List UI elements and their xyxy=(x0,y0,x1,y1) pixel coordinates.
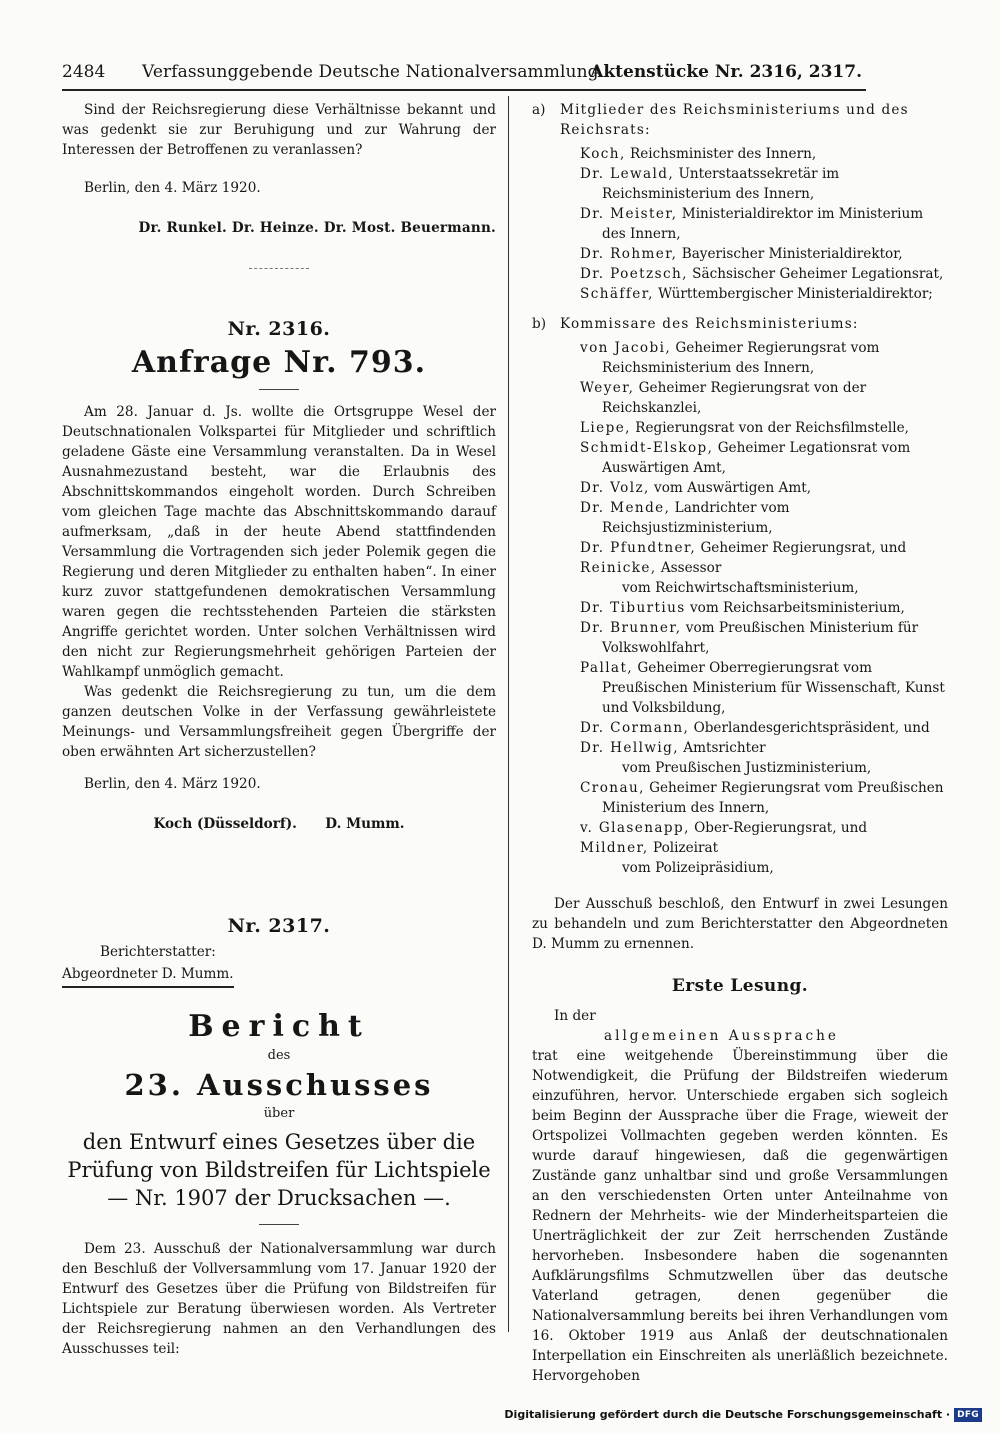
separator xyxy=(249,268,309,269)
member-role: Geheimer Regierungsrat vom Reichsministerium des Innern, xyxy=(602,340,880,376)
member-name: Mildner, xyxy=(580,840,649,856)
draft-title: den Entwurf eines Gesetzes über die Prüfung von Bildstreifen für Lichtspiele — Nr. 1907 der Drucksachen —. xyxy=(67,1130,491,1210)
list-item xyxy=(580,558,948,578)
member-name: Dr. Hellwig, xyxy=(580,740,679,756)
member-name: Dr. Cormann, xyxy=(580,720,690,736)
list-item xyxy=(580,618,948,658)
section-heading: Erste Lesung. xyxy=(671,976,809,996)
list-item xyxy=(580,498,948,538)
report-ueber: über xyxy=(263,1106,295,1121)
ministry-line: vom Reichwirtschaftsministerium, xyxy=(622,580,859,596)
member-role: Bayerischer Ministerialdirektor, xyxy=(677,246,903,262)
group-b-title: Kommissare des Reichsministeriums: xyxy=(560,316,859,332)
list-item xyxy=(580,538,948,558)
right-column xyxy=(532,100,948,1386)
ministry-line: vom Preußischen Justizministerium, xyxy=(622,760,872,776)
member-role: vom Auswärtigen Amt, xyxy=(649,480,812,496)
reporter-label: Berichterstatter: xyxy=(100,944,216,960)
place-date: Berlin, den 4. März 1920. xyxy=(84,776,261,792)
group-a-title: Mitglieder des Reichsministeriums und des Reichsrats: xyxy=(560,102,909,138)
list-item xyxy=(580,718,948,738)
list-item xyxy=(580,338,948,378)
member-role: Assessor xyxy=(656,560,722,576)
list-item xyxy=(580,778,948,818)
member-name: Koch, xyxy=(580,146,626,162)
intro-paragraph: Sind der Reichsregierung diese Verhältnisse bekannt und was gedenkt sie zur Beruhigung und zur Wahrung der Interessen der Betroffenen zu veranlassen? xyxy=(62,102,496,158)
list-item xyxy=(580,838,948,858)
member-name: Pallat, xyxy=(580,660,634,676)
signatories: Dr. Runkel. Dr. Heinze. Dr. Most. Beuermann. xyxy=(138,220,496,236)
report-title: Bericht xyxy=(188,1009,370,1044)
member-name: Dr. Brunner, xyxy=(580,620,682,636)
document-number: Nr. 2317. xyxy=(227,915,331,937)
list-item xyxy=(580,658,948,718)
member-role: Württembergischer Ministerialdirektor; xyxy=(653,286,933,302)
decision-paragraph: Der Ausschuß beschloß, den Entwurf in zwei Lesungen zu behandeln und zum Berichterstatter den Abgeordneten D. Mumm zu ernennen. xyxy=(532,896,948,952)
member-name: Schmidt-Elskop, xyxy=(580,440,714,456)
member-name: Dr. Poetzsch, xyxy=(580,266,688,282)
member-name: Dr. Volz, xyxy=(580,480,650,496)
member-name: Dr. Pfundtner, xyxy=(580,540,697,556)
page-number: 2484 xyxy=(62,62,106,82)
list-item xyxy=(580,818,948,838)
in-der: In der xyxy=(554,1008,596,1024)
member-name: Liepe, xyxy=(580,420,631,436)
signatories: Koch (Düsseldorf). D. Mumm. xyxy=(153,816,405,832)
member-name: v. Glasenapp, xyxy=(580,820,690,836)
group-b-header xyxy=(532,314,948,334)
member-role: Ministerialdirektor im Ministerium des Innern, xyxy=(602,206,924,242)
place-date: Berlin, den 4. März 1920. xyxy=(84,180,261,196)
left-column xyxy=(62,100,496,1359)
group-a-list xyxy=(532,144,948,304)
member-name: Reinicke, xyxy=(580,560,657,576)
page-header xyxy=(62,58,862,90)
member-role: Geheimer Oberregierungsrat vom Preußischen Ministerium für Wissenschaft, Kunst und Volksbildung, xyxy=(602,660,945,716)
member-role: Geheimer Regierungsrat von der Reichskanzlei, xyxy=(602,380,867,416)
list-item xyxy=(580,144,948,164)
report-des: des xyxy=(267,1048,291,1063)
document-number: Nr. 2316. xyxy=(227,318,331,340)
digitization-credit xyxy=(504,1406,982,1424)
member-role: Unterstaatssekretär im Reichsministerium des Innern, xyxy=(602,166,840,202)
group-b-list xyxy=(532,338,948,878)
list-item xyxy=(580,478,948,498)
group-b-label: b) xyxy=(532,316,547,332)
member-role: Oberlandesgerichtspräsident, und xyxy=(689,720,930,736)
member-name: Dr. Mende, xyxy=(580,500,671,516)
member-role: Regierungsrat von der Reichsfilmstelle, xyxy=(630,420,909,436)
title-rule xyxy=(259,1224,299,1225)
member-role: Landrichter vom Reichsjustizministerium, xyxy=(602,500,790,536)
member-name: Cronau, xyxy=(580,780,645,796)
title-rule xyxy=(259,389,299,390)
member-name: Dr. Rohmer, xyxy=(580,246,678,262)
list-item xyxy=(580,598,948,618)
list-item xyxy=(580,264,948,284)
list-item xyxy=(580,418,948,438)
ministry-line: vom Polizeipräsidium, xyxy=(622,860,774,876)
member-name: Dr. Lewald, xyxy=(580,166,675,182)
list-item xyxy=(580,244,948,264)
member-role: Geheimer Regierungsrat, und xyxy=(696,540,907,556)
member-role: vom Preußischen Ministerium für Volkswohlfahrt, xyxy=(602,620,919,656)
reporter-name: Abgeordneter D. Mumm. xyxy=(62,964,234,988)
group-a-label: a) xyxy=(532,102,546,118)
member-name: von Jacobi, xyxy=(580,340,672,356)
list-item xyxy=(580,378,948,418)
member-role: Sächsischer Geheimer Legationsrat, xyxy=(687,266,944,282)
credit-text: Digitalisierung gefördert durch die Deutsche Forschungsgemeinschaft · xyxy=(504,1408,951,1421)
header-rule xyxy=(62,89,866,91)
member-role: Amtsrichter xyxy=(678,740,766,756)
report-paragraph: Dem 23. Ausschuß der Nationalversammlung war durch den Beschluß der Vollversammlung vom 17. Januar 1920 der Entwurf des Gesetzes über die Prüfung von Bildstreifen für Lichtspiele zur Beratung überwiesen worden. Als Vertreter der Reichsregierung nahmen an den Verhandlungen des Ausschusses teil: xyxy=(62,1241,496,1357)
member-role: Geheimer Legationsrat vom Auswärtigen Amt, xyxy=(602,440,911,476)
group-a-header xyxy=(532,100,948,140)
dfg-logo: DFG xyxy=(954,1408,982,1422)
list-item xyxy=(580,284,948,304)
list-item xyxy=(580,164,948,204)
member-role: Reichsminister des Innern, xyxy=(625,146,817,162)
discussion-heading: allgemeinen Aussprache xyxy=(604,1028,839,1044)
member-name: Schäffer, xyxy=(580,286,654,302)
member-role: Geheimer Regierungsrat vom Preußischen Ministerium des Innern, xyxy=(602,780,944,816)
member-name: Weyer, xyxy=(580,380,635,396)
member-name: Dr. Meister, xyxy=(580,206,678,222)
member-name: Dr. Tiburtius xyxy=(580,600,686,616)
inquiry-title: Anfrage Nr. 793. xyxy=(131,345,427,380)
column-divider xyxy=(508,96,509,1332)
committee-title: 23. Ausschusses xyxy=(124,1068,434,1102)
list-item xyxy=(580,738,948,758)
member-role: vom Reichsarbeitsministerium, xyxy=(685,600,905,616)
inquiry-question: Was gedenkt die Reichsregierung zu tun, um die dem ganzen deutschen Volke in der Verfassung gewährleistete Meinungs- und Versammlungsfreiheit gegen Übergriffe der oben erwähnten Art sicherzustellen? xyxy=(62,684,496,760)
reporter-line xyxy=(62,964,496,988)
list-item xyxy=(580,438,948,478)
header-title: Verfassunggebende Deutsche Nationalversammlung. xyxy=(142,62,605,82)
member-role: Ober-Regierungsrat, und xyxy=(689,820,868,836)
list-item xyxy=(580,204,948,244)
inquiry-paragraph: Am 28. Januar d. Js. wollte die Ortsgruppe Wesel der Deutschnationalen Volkspartei für Mitglieder und schriftlich geladene Gäste eine Versammlung veranstalten. Da in Wesel Ausnahmezustand besteht, war die Erlaubnis des Abschnittskommandos eingeholt worden. Durch Schreiben vom gleichen Tage machte das Abschnittskommando darauf aufmerksam, „daß in der heute Abend stattfindenden Versammlung die Vortragenden sich jeder Polemik gegen die Regierung und deren Mitglieder zu enthalten haben“. In einer kurz zuvor stattgefundenen demokratischen Versammlung waren gegen die rechtsstehenden Parteien die stärksten Angriffe gerichtet worden. Unter solchen Verhältnissen wird den nicht zur Regierungsmehrheit gehörigen Parteien der Wahlkampf unmöglich gemacht. xyxy=(62,404,496,680)
discussion-paragraph: trat eine weitgehende Übereinstimmung über die Notwendigkeit, die Prüfung der Bildstreifen wiederum einzuführen, hervor. Unterschiede ergaben sich sogleich beim Beginn der Aussprache über die Frage, wieweit der Ortspolizei Vollmachten gegeben werden könnten. Es wurde darauf hingewiesen, daß die gegenwärtigen Zustände ganz unhaltbar sind und große Versammlungen an den verschiedensten Orten unter Anteilnahme von Rednern der Mehrheits- wie der Minderheitsparteien die Unerträglichkeit der zur Zeit herrschenden Zustände hervorheben. Insbesondere haben die sogenannten Aufklärungsfilms Schmutzwellen über das deutsche Vaterland getragen, denen gegenüber die Nationalversammlung bereits bei ihren Verhandlungen vom 16. Oktober 1919 aus Anlaß der deutschnationalen Interpellation ein Einschreiten als unerläßlich bezeichnete. Hervorgehoben xyxy=(532,1048,948,1384)
member-role: Polizeirat xyxy=(648,840,719,856)
document-reference: Aktenstücke Nr. 2316, 2317. xyxy=(590,62,862,82)
